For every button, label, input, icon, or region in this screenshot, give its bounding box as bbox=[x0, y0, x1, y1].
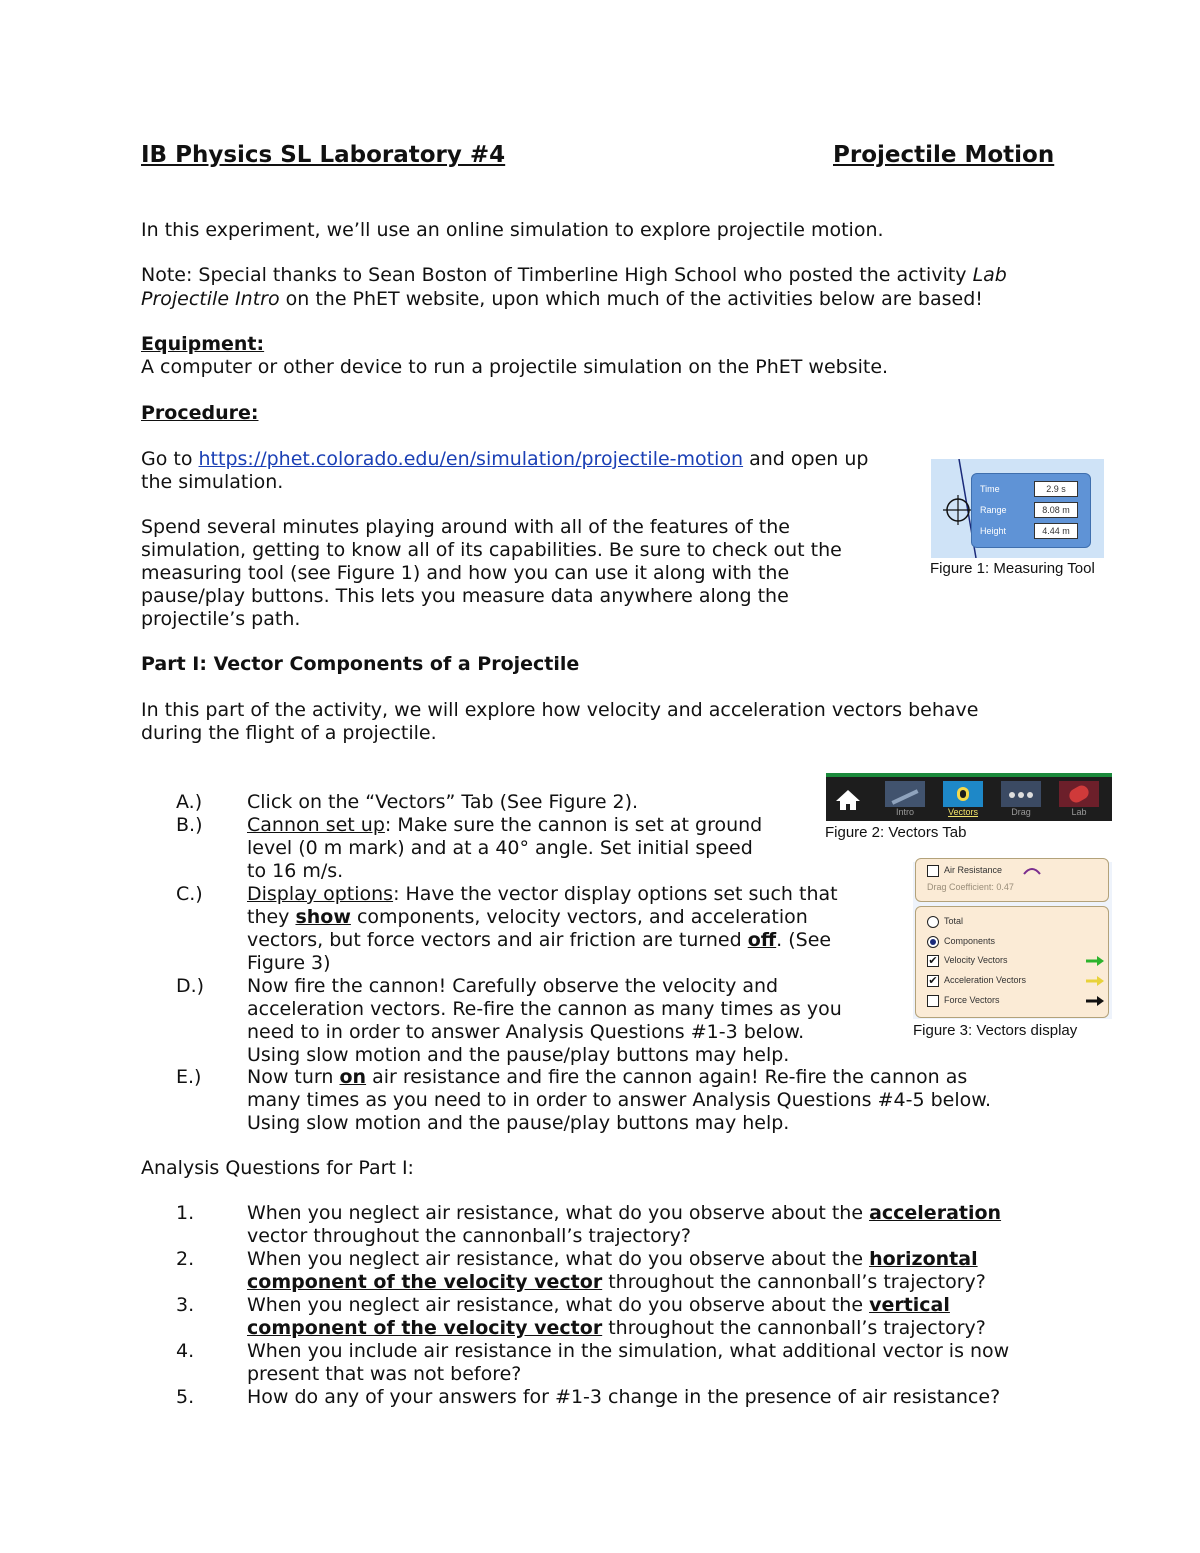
part1-heading: Part I: Vector Components of a Projectile bbox=[141, 653, 580, 675]
readout-height-label: Height bbox=[980, 526, 1007, 536]
black-arrow-icon bbox=[1086, 996, 1104, 1006]
procedure-p2-4: pause/play buttons. This lets you measure data anywhere along the bbox=[141, 585, 789, 607]
part1-intro-2: during the flight of a projectile. bbox=[141, 722, 437, 744]
procedure-p2-5: projectile’s path. bbox=[141, 608, 301, 630]
figure-2-image bbox=[826, 773, 1112, 821]
intro-text: In this experiment, we’ll use an online simulation to explore projectile motion. bbox=[141, 219, 884, 241]
part1-intro-1: In this part of the activity, we will explore how velocity and acceleration vectors behave bbox=[141, 699, 979, 721]
vectors-tab-icon bbox=[943, 781, 983, 807]
analysis-heading: Analysis Questions for Part I: bbox=[141, 1157, 414, 1179]
total-label: Total bbox=[944, 916, 964, 926]
green-arrow-icon bbox=[1086, 956, 1104, 966]
procedure-heading: Procedure: bbox=[141, 402, 259, 424]
acceleration-vectors-checkbox: ✔ bbox=[928, 974, 938, 987]
procedure-p2-3: measuring tool (see Figure 1) and how you can use it along with the bbox=[141, 562, 790, 584]
measuring-readout-panel bbox=[971, 473, 1091, 548]
velocity-vectors-checkbox: ✔ bbox=[928, 954, 938, 967]
figure-3-image bbox=[913, 862, 1112, 1019]
tab-lab: Lab bbox=[1052, 781, 1106, 819]
page-title: IB Physics SL Laboratory #4 bbox=[141, 142, 506, 168]
equipment-text: A computer or other device to run a projectile simulation on the PhET website. bbox=[141, 356, 889, 378]
force-vectors-checkbox bbox=[927, 995, 939, 1007]
equipment-heading: Equipment: bbox=[141, 333, 265, 355]
drag-coefficient-label: Drag Coefficient: 0.47 bbox=[927, 882, 1014, 892]
drag-tab-icon bbox=[1001, 781, 1041, 807]
readout-range-value: 8.08 m bbox=[1034, 502, 1078, 518]
air-resistance-panel bbox=[915, 858, 1109, 902]
figure-1-image bbox=[931, 459, 1104, 558]
air-resistance-icon bbox=[1022, 864, 1042, 876]
velocity-vectors-label: Velocity Vectors bbox=[944, 955, 1008, 965]
lab-tab-icon bbox=[1059, 781, 1099, 807]
components-label: Components bbox=[944, 936, 996, 946]
note-line-1: Note: Special thanks to Sean Boston of Timberline High School who posted the activity Lab bbox=[141, 264, 1007, 286]
procedure-goto: Go to https://phet.colorado.edu/en/simulation/projectile-motion and open up bbox=[141, 448, 869, 470]
tab-vectors: Vectors bbox=[936, 781, 990, 819]
acceleration-vectors-label: Acceleration Vectors bbox=[944, 975, 1027, 985]
procedure-p2-1: Spend several minutes playing around with all of the features of the bbox=[141, 516, 790, 538]
tab-intro: Intro bbox=[878, 781, 932, 819]
readout-range-label: Range bbox=[980, 505, 1007, 515]
components-radio bbox=[927, 936, 939, 948]
vector-options-panel bbox=[915, 906, 1109, 1018]
readout-time-label: Time bbox=[980, 484, 1000, 494]
tab-drag: Drag bbox=[994, 781, 1048, 819]
readout-height-value: 4.44 m bbox=[1034, 523, 1078, 539]
readout-time-value: 2.9 s bbox=[1034, 481, 1078, 497]
air-resistance-checkbox bbox=[927, 865, 939, 877]
yellow-arrow-icon bbox=[1086, 976, 1104, 986]
air-resistance-label: Air Resistance bbox=[944, 865, 1003, 875]
procedure-p2-2: simulation, getting to know all of its capabilities. Be sure to check out the bbox=[141, 539, 842, 561]
force-vectors-label: Force Vectors bbox=[944, 995, 1000, 1005]
home-icon bbox=[835, 788, 861, 812]
figure-2-caption: Figure 2: Vectors Tab bbox=[825, 824, 967, 841]
phet-link[interactable]: https://phet.colorado.edu/en/simulation/projectile-motion bbox=[198, 448, 744, 470]
note-line-2: Projectile Intro on the PhET website, upon which much of the activities below are based! bbox=[141, 288, 983, 310]
intro-tab-icon bbox=[885, 781, 925, 807]
total-radio bbox=[927, 916, 939, 928]
procedure-goto-2: the simulation. bbox=[141, 471, 284, 493]
page-subtitle: Projectile Motion bbox=[833, 142, 1055, 168]
figure-3-caption: Figure 3: Vectors display bbox=[913, 1022, 1078, 1039]
figure-1-caption: Figure 1: Measuring Tool bbox=[930, 560, 1095, 577]
